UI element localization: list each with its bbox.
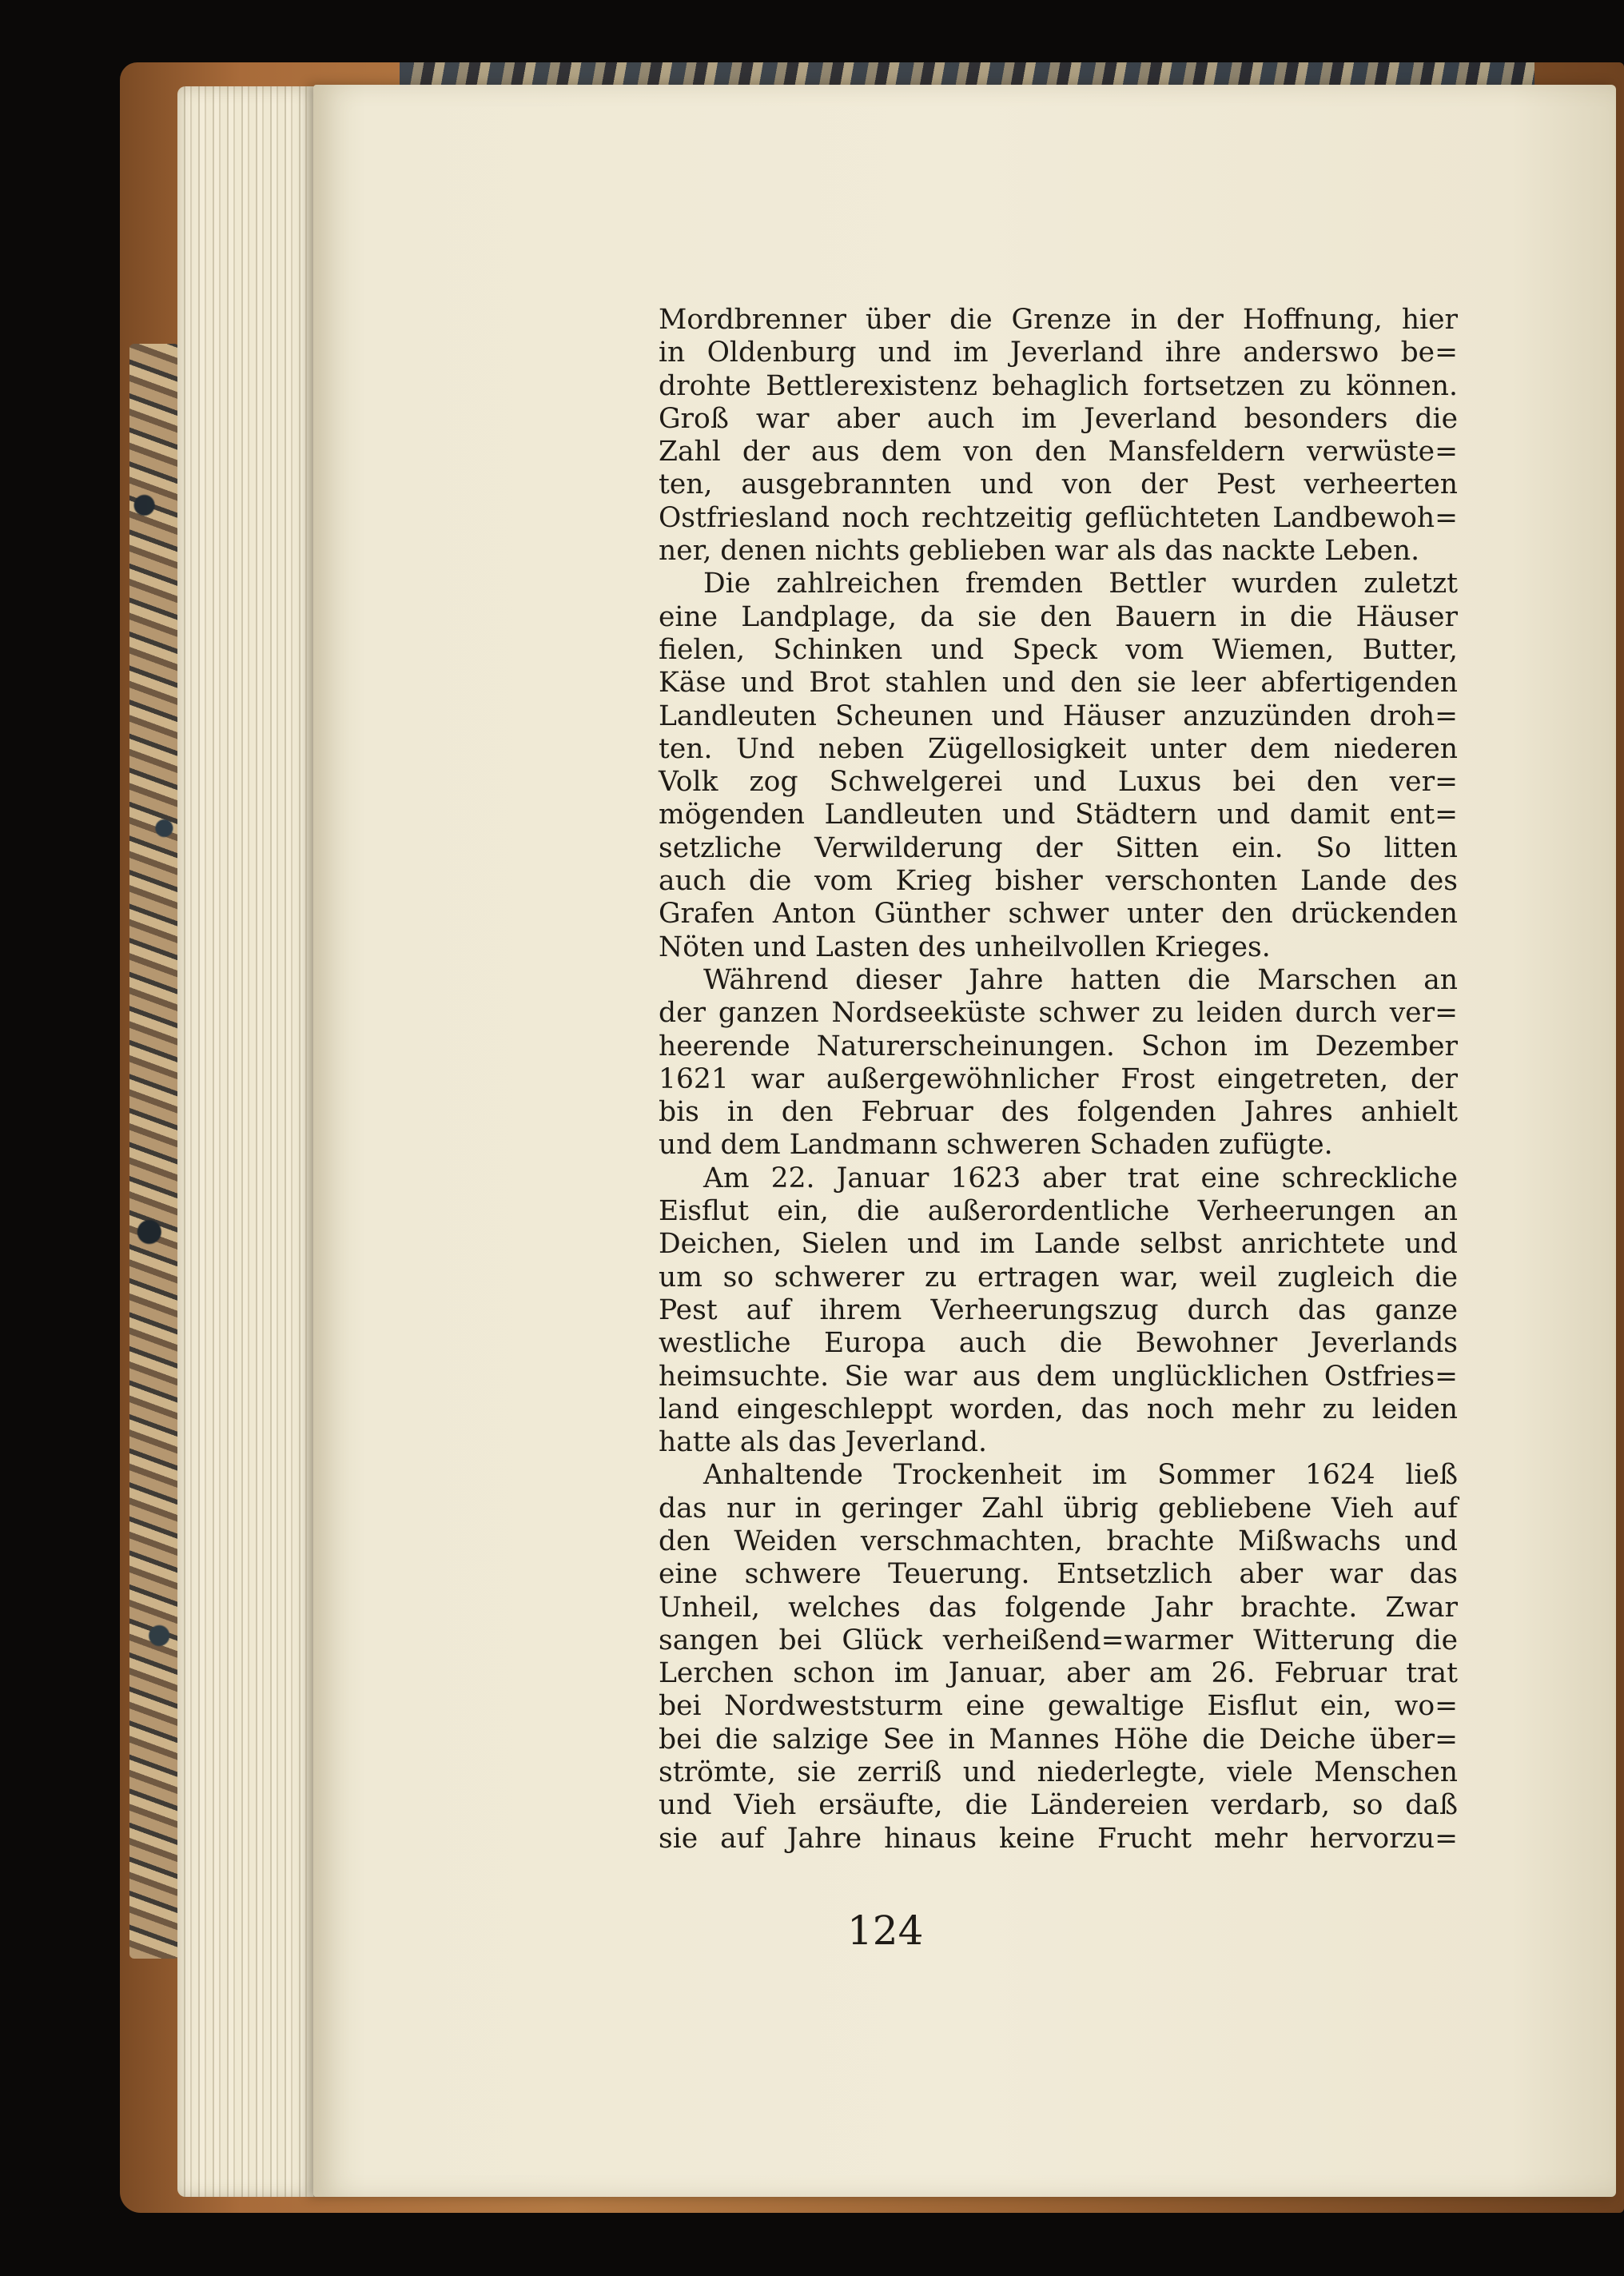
text-line: Groß war aber auch im Jeverland besonders die [659, 402, 1458, 435]
text-line: Deichen, Sielen und im Lande selbst anrichtete und [659, 1228, 1458, 1261]
text-line: 1621 war außergewöhnlicher Frost eingetreten, der [659, 1062, 1458, 1095]
text-line: Käse und Brot stahlen und den sie leer abfertigenden [659, 667, 1458, 700]
text-line: Nöten und Lasten des unheilvollen Krieges. [659, 931, 1271, 963]
text-line: der ganzen Nordseeküste schwer zu leiden durch ver= [659, 997, 1458, 1030]
text-line: und dem Landmann schweren Schaden zufügte. [659, 1129, 1333, 1162]
text-line: Volk zog Schwelgerei und Luxus bei den ver= [659, 766, 1458, 799]
page-edges [177, 86, 321, 2197]
text-line: eine Landplage, da sie den Bauern in die Häuser [659, 600, 1458, 633]
text-line: fielen, Schinken und Speck vom Wiemen, Butter, [659, 633, 1458, 666]
text-line: Lerchen schon im Januar, aber am 26. Februar trat [659, 1657, 1458, 1690]
text-line: eine schwere Teuerung. Entsetzlich aber war das [659, 1558, 1458, 1591]
text-line: Landleuten Scheunen und Häuser anzuzünden droh= [659, 700, 1458, 732]
text-line: Mordbrenner über die Grenze in der Hoffnung, hier [659, 304, 1458, 336]
text-line: heerende Naturerscheinungen. Schon im Dezember [659, 1030, 1458, 1062]
text-line: um so schwerer zu ertragen war, weil zugleich die [659, 1261, 1458, 1293]
text-line: auch die vom Krieg bisher verschonten Lande des [659, 865, 1458, 898]
marbled-spine [129, 344, 179, 1959]
text-line: ten. Und neben Zügellosigkeit unter dem niederen [659, 732, 1458, 765]
text-line: bis in den Februar des folgenden Jahres anhielt [659, 1096, 1458, 1129]
text-line: setzliche Verwilderung der Sitten ein. So litten [659, 831, 1458, 864]
text-line: in Oldenburg und im Jeverland ihre anderswo be= [659, 337, 1458, 369]
text-line: Am 22. Januar 1623 aber trat eine schreckliche [703, 1162, 1458, 1194]
text-line: heimsuchte. Sie war aus dem unglücklichen Ostfries= [659, 1360, 1458, 1393]
text-line: strömte, sie zerriß und niederlegte, viele Menschen [659, 1756, 1458, 1789]
text-line: Pest auf ihrem Verheerungszug durch das ganze [659, 1293, 1458, 1326]
text-line: Anhaltende Trockenheit im Sommer 1624 ließ [703, 1459, 1458, 1492]
text-line: mögenden Landleuten und Städtern und damit ent= [659, 799, 1458, 831]
text-line: ner, denen nichts geblieben war als das nackte Leben. [659, 535, 1420, 568]
text-line: bei Nordweststurm eine gewaltige Eisflut ein, wo= [659, 1690, 1458, 1723]
book-page [313, 85, 1616, 2197]
text-line: westliche Europa auch die Bewohner Jeverlands [659, 1327, 1458, 1360]
text-line: Zahl der aus dem von den Mansfeldern verwüste= [659, 436, 1458, 468]
text-line: drohte Bettlerexistenz behaglich fortsetzen zu können. [659, 369, 1458, 402]
text-line: und Vieh ersäufte, die Ländereien verdarb, so daß [659, 1789, 1458, 1822]
text-line: bei die salzige See in Mannes Höhe die Deiche über= [659, 1723, 1458, 1756]
text-line: Ostfriesland noch rechtzeitig geflüchteten Landbewoh= [659, 501, 1458, 534]
text-line: Während dieser Jahre hatten die Marschen an [703, 963, 1458, 996]
text-line: das nur in geringer Zahl übrig gebliebene Vieh auf [659, 1492, 1458, 1525]
text-line: Unheil, welches das folgende Jahr brachte. Zwar [659, 1591, 1458, 1624]
text-line: Grafen Anton Günther schwer unter den drückenden [659, 898, 1458, 931]
text-line: sie auf Jahre hinaus keine Frucht mehr hervorzu= [659, 1822, 1458, 1855]
text-line: land eingeschleppt worden, das noch mehr zu leiden [659, 1393, 1458, 1425]
text-line: den Weiden verschmachten, brachte Mißwachs und [659, 1525, 1458, 1557]
page-number: 124 [847, 1907, 924, 1954]
text-line: ten, ausgebrannten und von der Pest verheerten [659, 468, 1458, 501]
body-text [659, 304, 1458, 1855]
text-line: Eisflut ein, die außerordentliche Verheerungen an [659, 1195, 1458, 1228]
text-line: Die zahlreichen fremden Bettler wurden zuletzt [703, 568, 1458, 600]
text-line: sangen bei Glück verheißend=warmer Witterung die [659, 1624, 1458, 1656]
text-line: hatte als das Jeverland. [659, 1426, 988, 1459]
